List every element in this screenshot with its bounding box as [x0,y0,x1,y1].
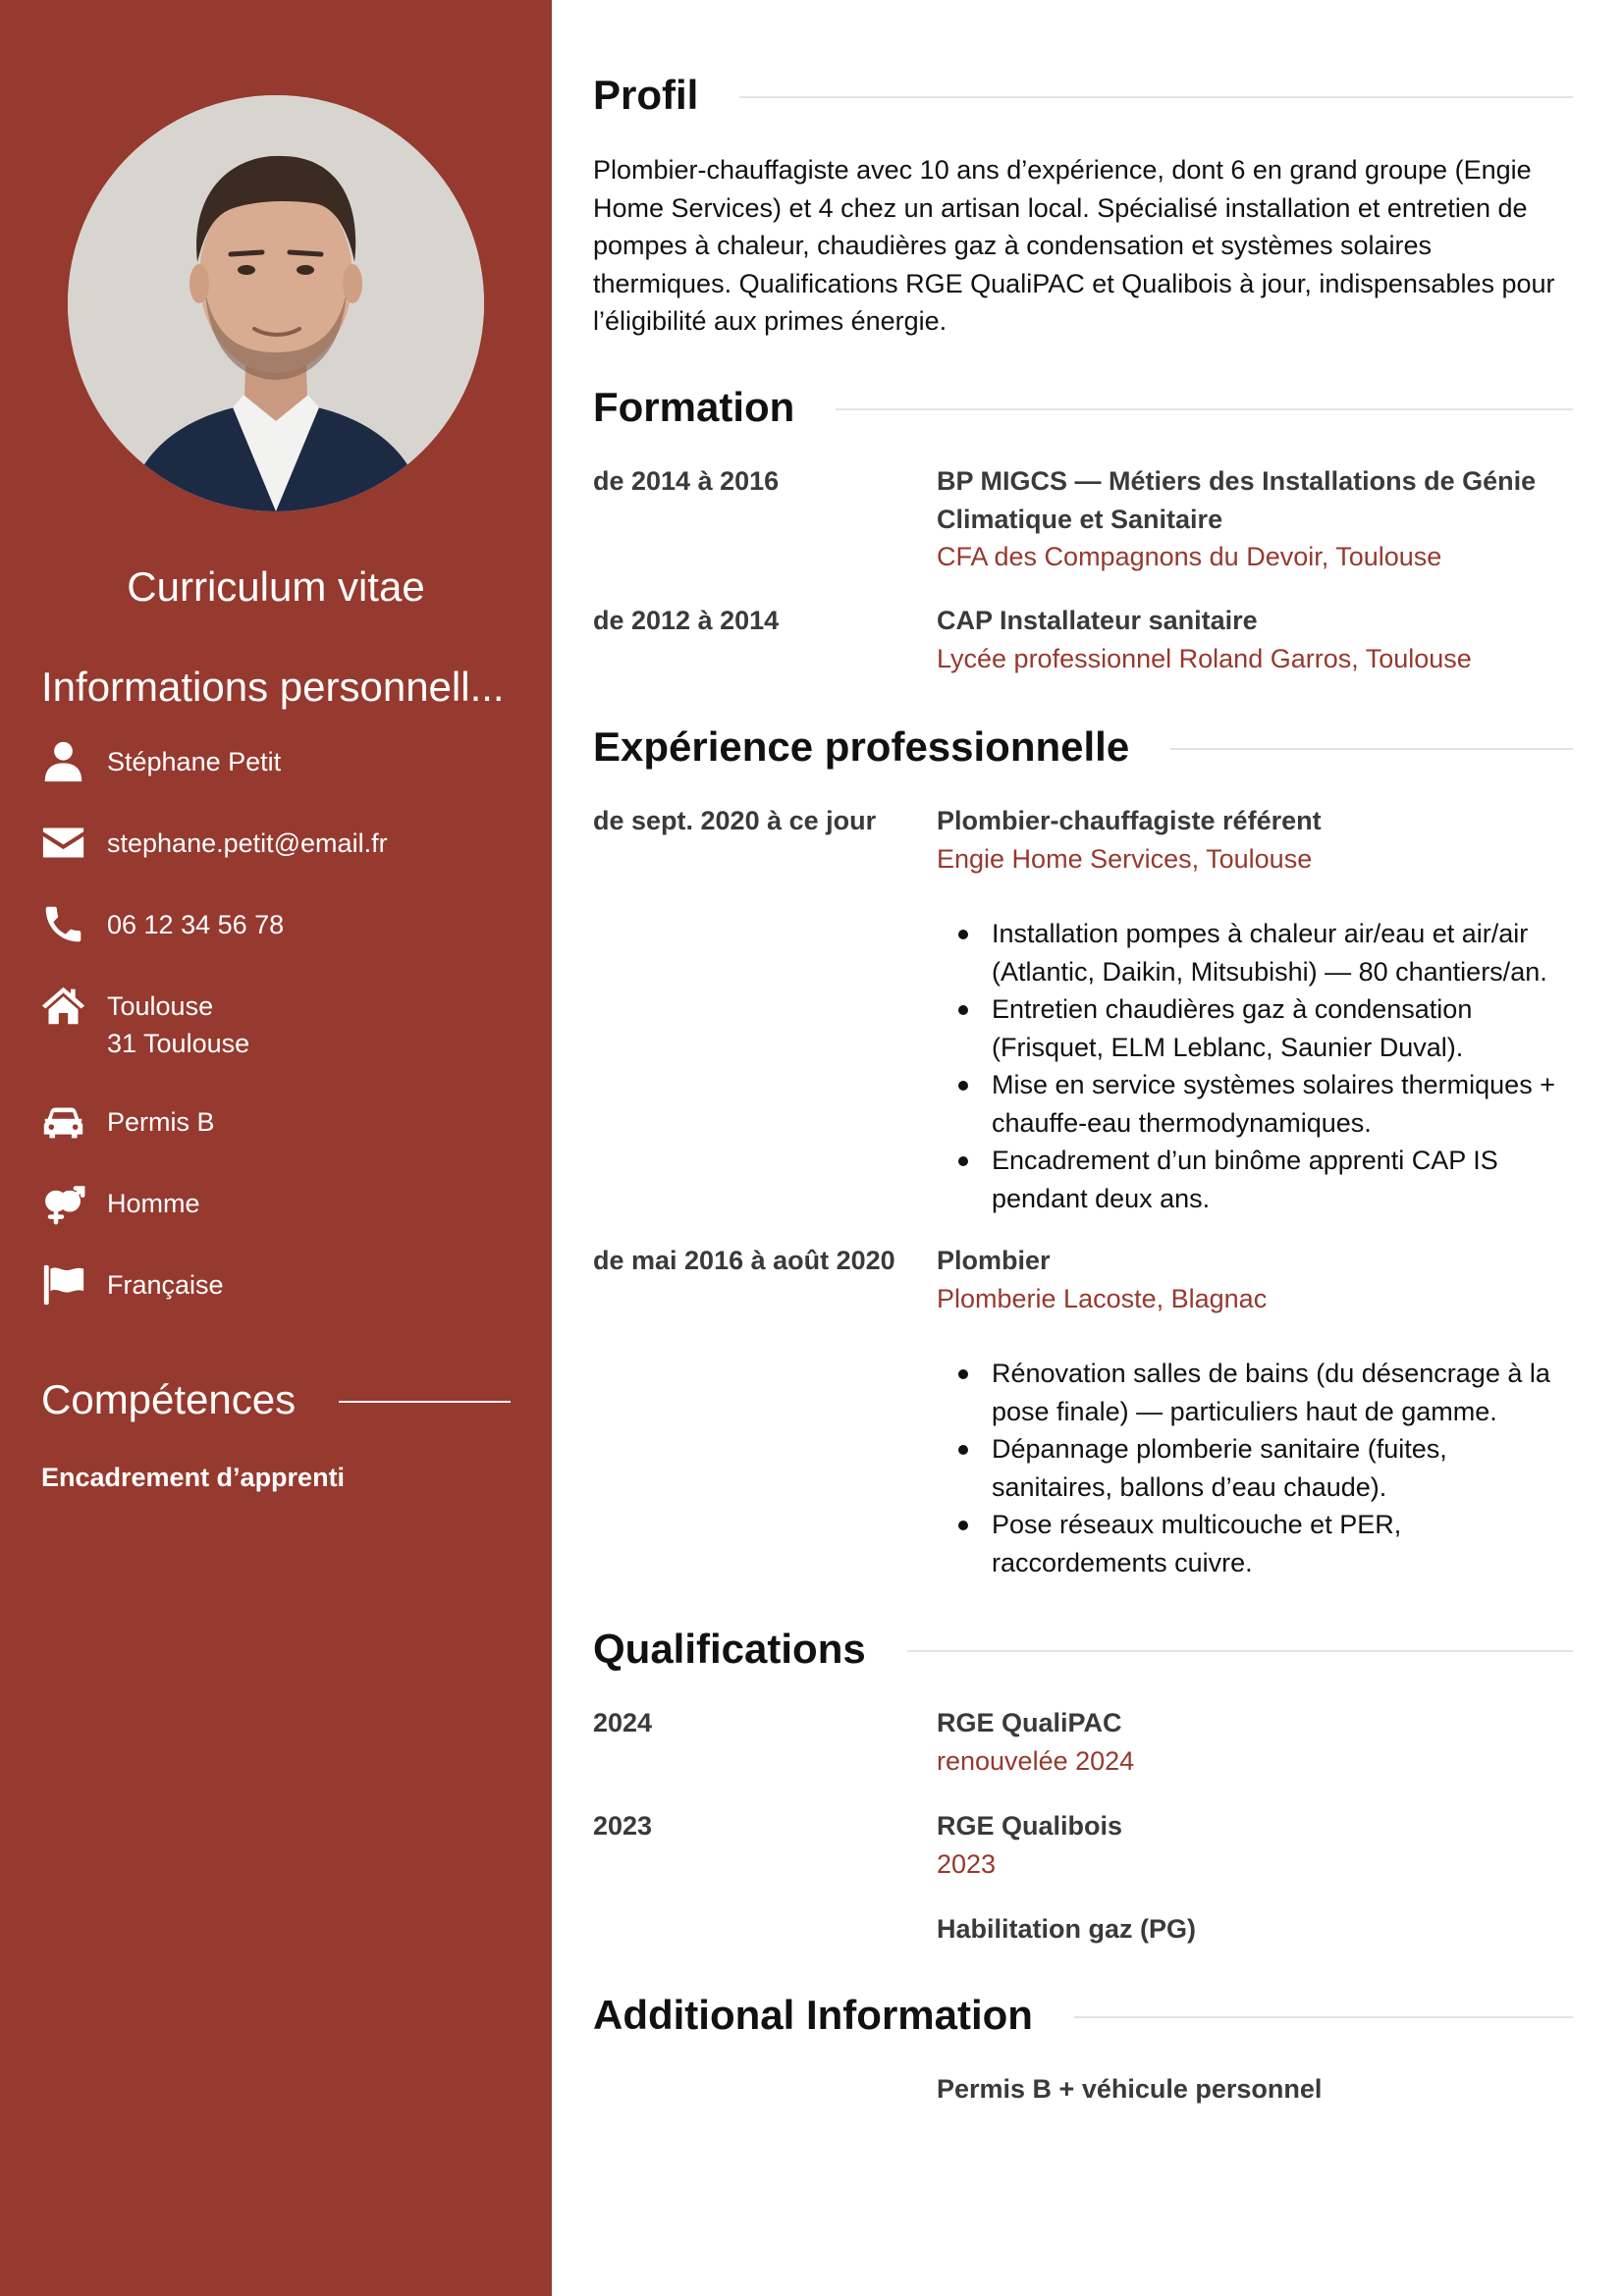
profile-section-header [593,70,1573,121]
contact-nationality [41,1266,513,1307]
contact-email [41,825,513,865]
entry-bullets [937,1355,1573,1581]
entry-date: de sept. 2020 à ce jour [593,806,877,835]
email-text[interactable]: stephane.petit@email.fr [107,828,388,858]
entry-bullets [937,915,1573,1217]
section-divider [907,1650,1573,1652]
bullet-item: Mise en service systèmes solaires thermiques + chauffe-eau thermodynamiques. [937,1066,1573,1142]
skills-header [41,1374,511,1425]
profile-photo [68,95,484,511]
cv-title: Curriculum vitae [127,563,425,610]
profile-title: Profil [593,72,699,118]
education-section-header [593,382,1573,433]
bullet-item: Pose réseaux multicouche et PER, raccordements cuivre. [937,1506,1573,1581]
additional-title: Additional Information [593,1992,1033,2038]
bullet-item: Dépannage plomberie sanitaire (fuites, sanitaires, ballons d’eau chaude). [937,1430,1573,1506]
bullet-item: Encadrement d’un binôme apprenti CAP IS pendant deux ans. [937,1142,1573,1217]
portrait-image [68,95,484,511]
personal-info-title: Informations personnell... [41,664,505,710]
envelope-icon [41,821,85,865]
contact-address [41,988,513,1062]
entry-title: RGE QualiPAC [937,1708,1122,1737]
user-icon [41,739,85,783]
flag-icon [41,1262,85,1307]
entry-date: de mai 2016 à août 2020 [593,1246,895,1275]
entry-date: de 2014 à 2016 [593,466,780,496]
entry-organization: renouvelée 2024 [937,1745,1135,1776]
contact-name [41,743,513,783]
entry-title: BP MIGCS — Métiers des Installations de Génie Climatique et Sanitaire [937,466,1537,534]
additional-section-header [593,1990,1573,2041]
home-icon [41,984,85,1028]
skills-title: Compétences [41,1376,297,1422]
qualifications-title: Qualifications [593,1626,866,1672]
bullet-item: Entretien chaudières gaz à condensation (Frisquet, ELM Leblanc, Saunier Duval). [937,990,1573,1066]
entry-title: Permis B + véhicule personnel [937,2074,1323,2104]
bullet-item: Installation pompes à chaleur air/eau et air/air (Atlantic, Daikin, Mitsubishi) — 80 chantiers/an. [937,915,1573,990]
skills-divider [339,1401,511,1403]
education-title: Formation [593,384,795,430]
entry-title: Habilitation gaz (PG) [937,1914,1197,1944]
entry-organization: Lycée professionnel Roland Garros, Toulouse [937,643,1472,673]
name-text: Stéphane Petit [107,747,282,776]
contact-phone [41,906,513,946]
contact-license [41,1103,513,1144]
license-text: Permis B [107,1107,215,1137]
entry-organization: 2023 [937,1848,997,1879]
section-divider [739,96,1573,98]
phone-icon [41,902,85,946]
contact-list [41,743,513,1348]
gender-icon [41,1181,85,1225]
qualifications-section-header [593,1624,1573,1675]
bullet-item: Rénovation salles de bains (du désencrage à la pose finale) — particuliers haut de gamme. [937,1355,1573,1430]
nationality-text: Française [107,1270,224,1300]
entry-date: 2024 [593,1708,653,1737]
phone-text[interactable]: 06 12 34 56 78 [107,910,285,939]
entry-organization: Plomberie Lacoste, Blagnac [937,1283,1268,1313]
profile-text: Plombier-chauffagiste avec 10 ans d’expérience, dont 6 en grand groupe (Engie Home Services) et 4 chez un artisan local. Spécialisé installation et entretien de pompes à chaleur, chaudières gaz à condensation et systèmes solaires thermiques. Qualifications RGE QualiPAC et Qualibois à jour, indispensables pour l’éligibilité aux primes énergie. [593,155,1555,336]
city-text: Toulouse [107,991,214,1021]
entry-title: Plombier [937,1246,1051,1275]
experience-title: Expérience professionnelle [593,723,1130,770]
experience-section-header [593,721,1573,773]
entry-date: de 2012 à 2014 [593,606,780,635]
car-icon [41,1099,85,1144]
entry-title: RGE Qualibois [937,1811,1123,1841]
entry-organization: Engie Home Services, Toulouse [937,843,1313,874]
skill-item: Encadrement d’apprenti [41,1463,346,1492]
postal-text: 31 Toulouse [107,1029,250,1058]
contact-gender [41,1185,513,1225]
gender-text: Homme [107,1189,200,1218]
entry-date: 2023 [593,1811,653,1841]
section-divider [1170,748,1573,750]
sidebar [0,0,552,2296]
entry-title: Plombier-chauffagiste référent [937,806,1322,835]
section-divider [1074,2016,1573,2018]
section-divider [836,408,1573,410]
entry-organization: CFA des Compagnons du Devoir, Toulouse [937,542,1442,571]
entry-title: CAP Installateur sanitaire [937,606,1258,635]
